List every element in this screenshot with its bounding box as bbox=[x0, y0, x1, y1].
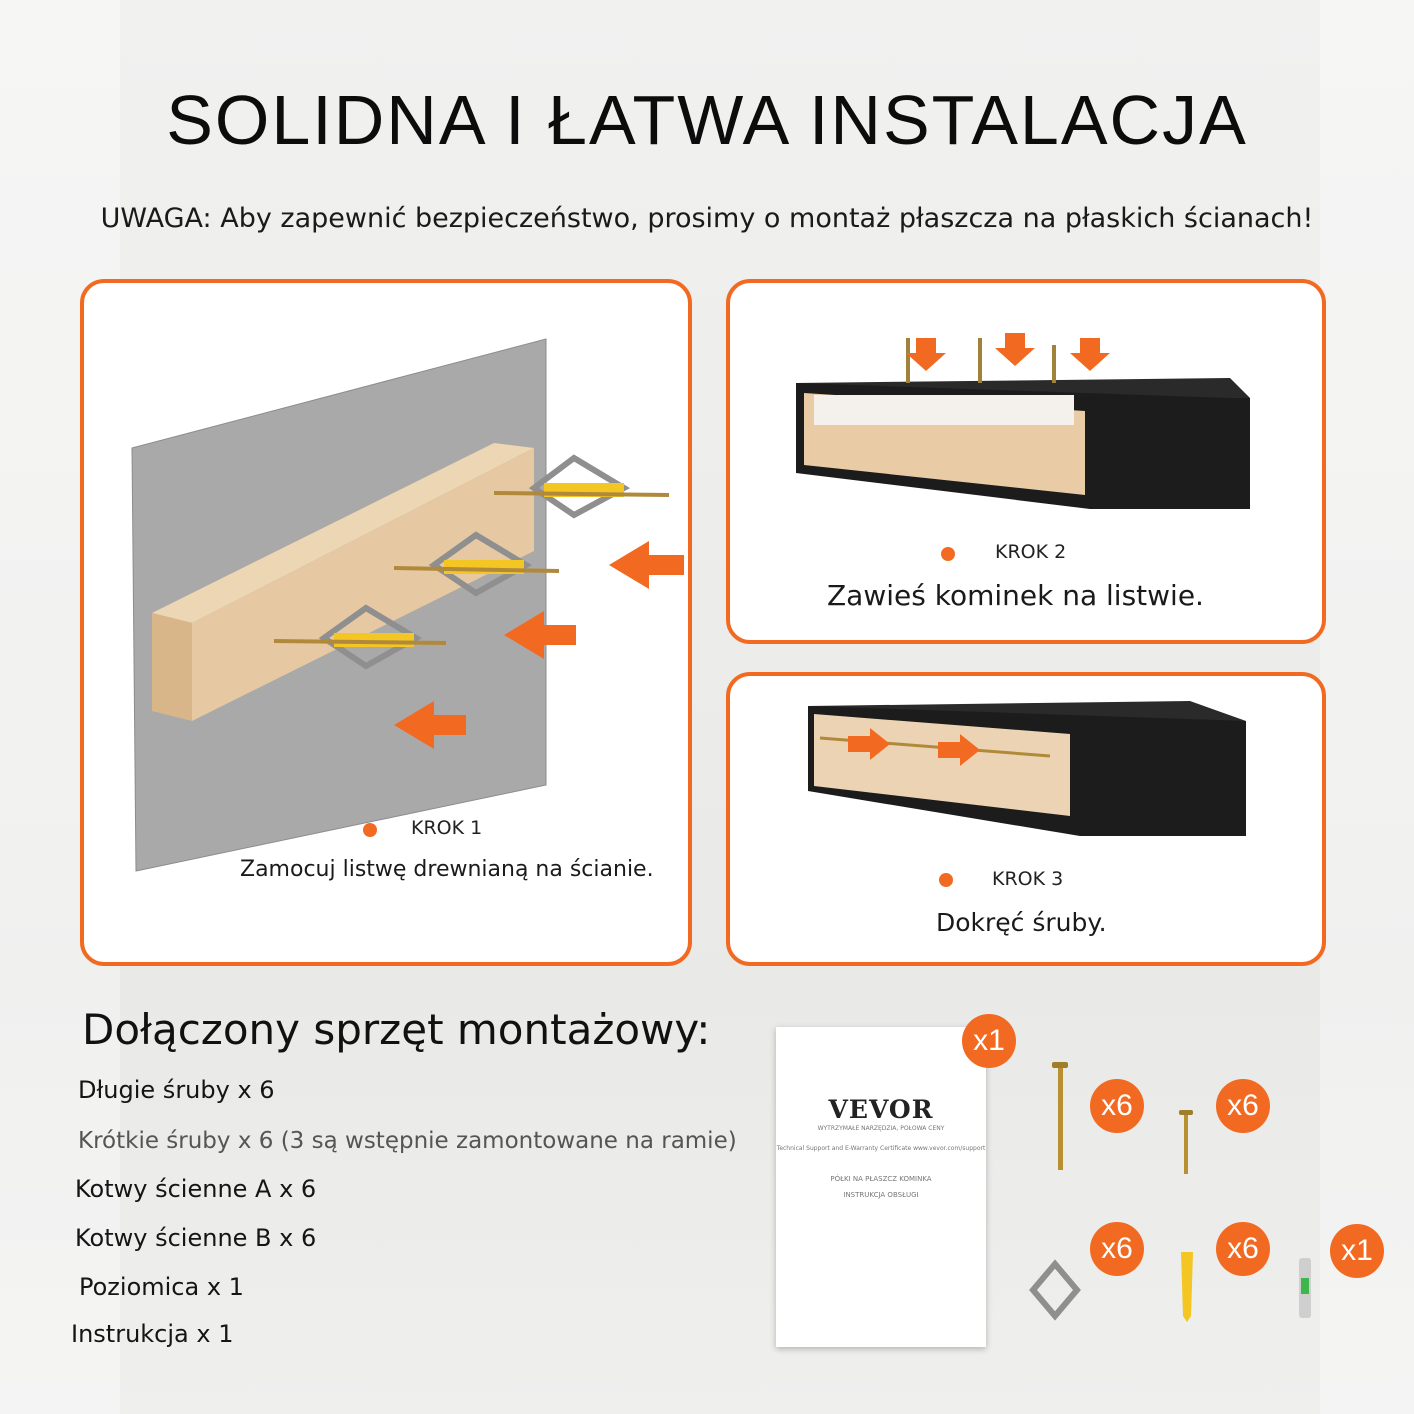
quantity-badge: x1 bbox=[1330, 1224, 1384, 1278]
arrow-down-icon bbox=[906, 338, 946, 371]
step-2-dot bbox=[941, 547, 955, 561]
step-3-description: Dokręć śruby. bbox=[936, 908, 1107, 937]
manual-support-line: Technical Support and E-Warranty Certificate www.vevor.com/support bbox=[776, 1145, 986, 1152]
manual-product-name: PÓŁKI NA PŁASZCZ KOMINKA bbox=[830, 1175, 932, 1183]
long-screw-icon bbox=[1050, 1060, 1070, 1180]
arrow-down-icon bbox=[995, 333, 1035, 366]
page-title: SOLIDNA I ŁATWA INSTALACJA bbox=[166, 81, 1248, 159]
wall-anchor-a-icon bbox=[1025, 1260, 1085, 1320]
hardware-item-anchors-b: Kotwy ścienne B x 6 bbox=[75, 1224, 317, 1252]
arrow-down-icon bbox=[1070, 338, 1110, 371]
wood-batten-front bbox=[152, 613, 192, 721]
manual-subtitle: INSTRUKCJA OBSŁUGI bbox=[843, 1191, 919, 1199]
step-1-dot bbox=[363, 823, 377, 837]
vevor-logo: VEVOR bbox=[828, 1095, 934, 1124]
quantity-badge: x6 bbox=[1090, 1222, 1144, 1276]
step-2-card bbox=[726, 279, 1326, 644]
hardware-item-short-screws: Krótkie śruby x 6 (3 są wstępnie zamontowane na ramie) bbox=[78, 1128, 737, 1154]
safety-notice: UWAGA: Aby zapewnić bezpieczeństwo, prosimy o montaż płaszcza na płaskich ścianach! bbox=[100, 203, 1314, 234]
step-1-card bbox=[80, 279, 692, 966]
hardware-item-long-screws: Długie śruby x 6 bbox=[78, 1076, 275, 1104]
spirit-level-icon bbox=[1297, 1258, 1313, 1318]
step-3-card bbox=[726, 672, 1326, 966]
quantity-badge: x1 bbox=[962, 1014, 1016, 1068]
step-3-dot bbox=[939, 873, 953, 887]
batten-inside bbox=[814, 395, 1074, 425]
hardware-item-manual: Instrukcja x 1 bbox=[71, 1320, 234, 1348]
hardware-item-anchors-a: Kotwy ścienne A x 6 bbox=[75, 1175, 317, 1203]
step-3-label: KROK 3 bbox=[992, 868, 1064, 890]
short-screw-icon bbox=[1178, 1108, 1194, 1178]
hardware-item-level: Poziomica x 1 bbox=[79, 1273, 244, 1301]
quantity-badge: x6 bbox=[1216, 1222, 1270, 1276]
step-2-label: KROK 2 bbox=[995, 541, 1067, 563]
instruction-manual bbox=[776, 1027, 986, 1347]
wall-anchor-b-icon bbox=[1177, 1252, 1197, 1322]
manual-tagline: WYTRZYMAŁE NARZĘDZIA, POŁOWA CENY bbox=[817, 1125, 945, 1132]
quantity-badge: x6 bbox=[1090, 1079, 1144, 1133]
hardware-title: Dołączony sprzęt montażowy: bbox=[82, 1005, 711, 1054]
arrow-left-icon bbox=[609, 541, 684, 589]
step-1-label: KROK 1 bbox=[411, 817, 483, 839]
quantity-badge: x6 bbox=[1216, 1079, 1270, 1133]
step-2-description: Zawieś kominek na listwie. bbox=[827, 579, 1204, 612]
step-1-description: Zamocuj listwę drewnianą na ścianie. bbox=[240, 857, 654, 882]
